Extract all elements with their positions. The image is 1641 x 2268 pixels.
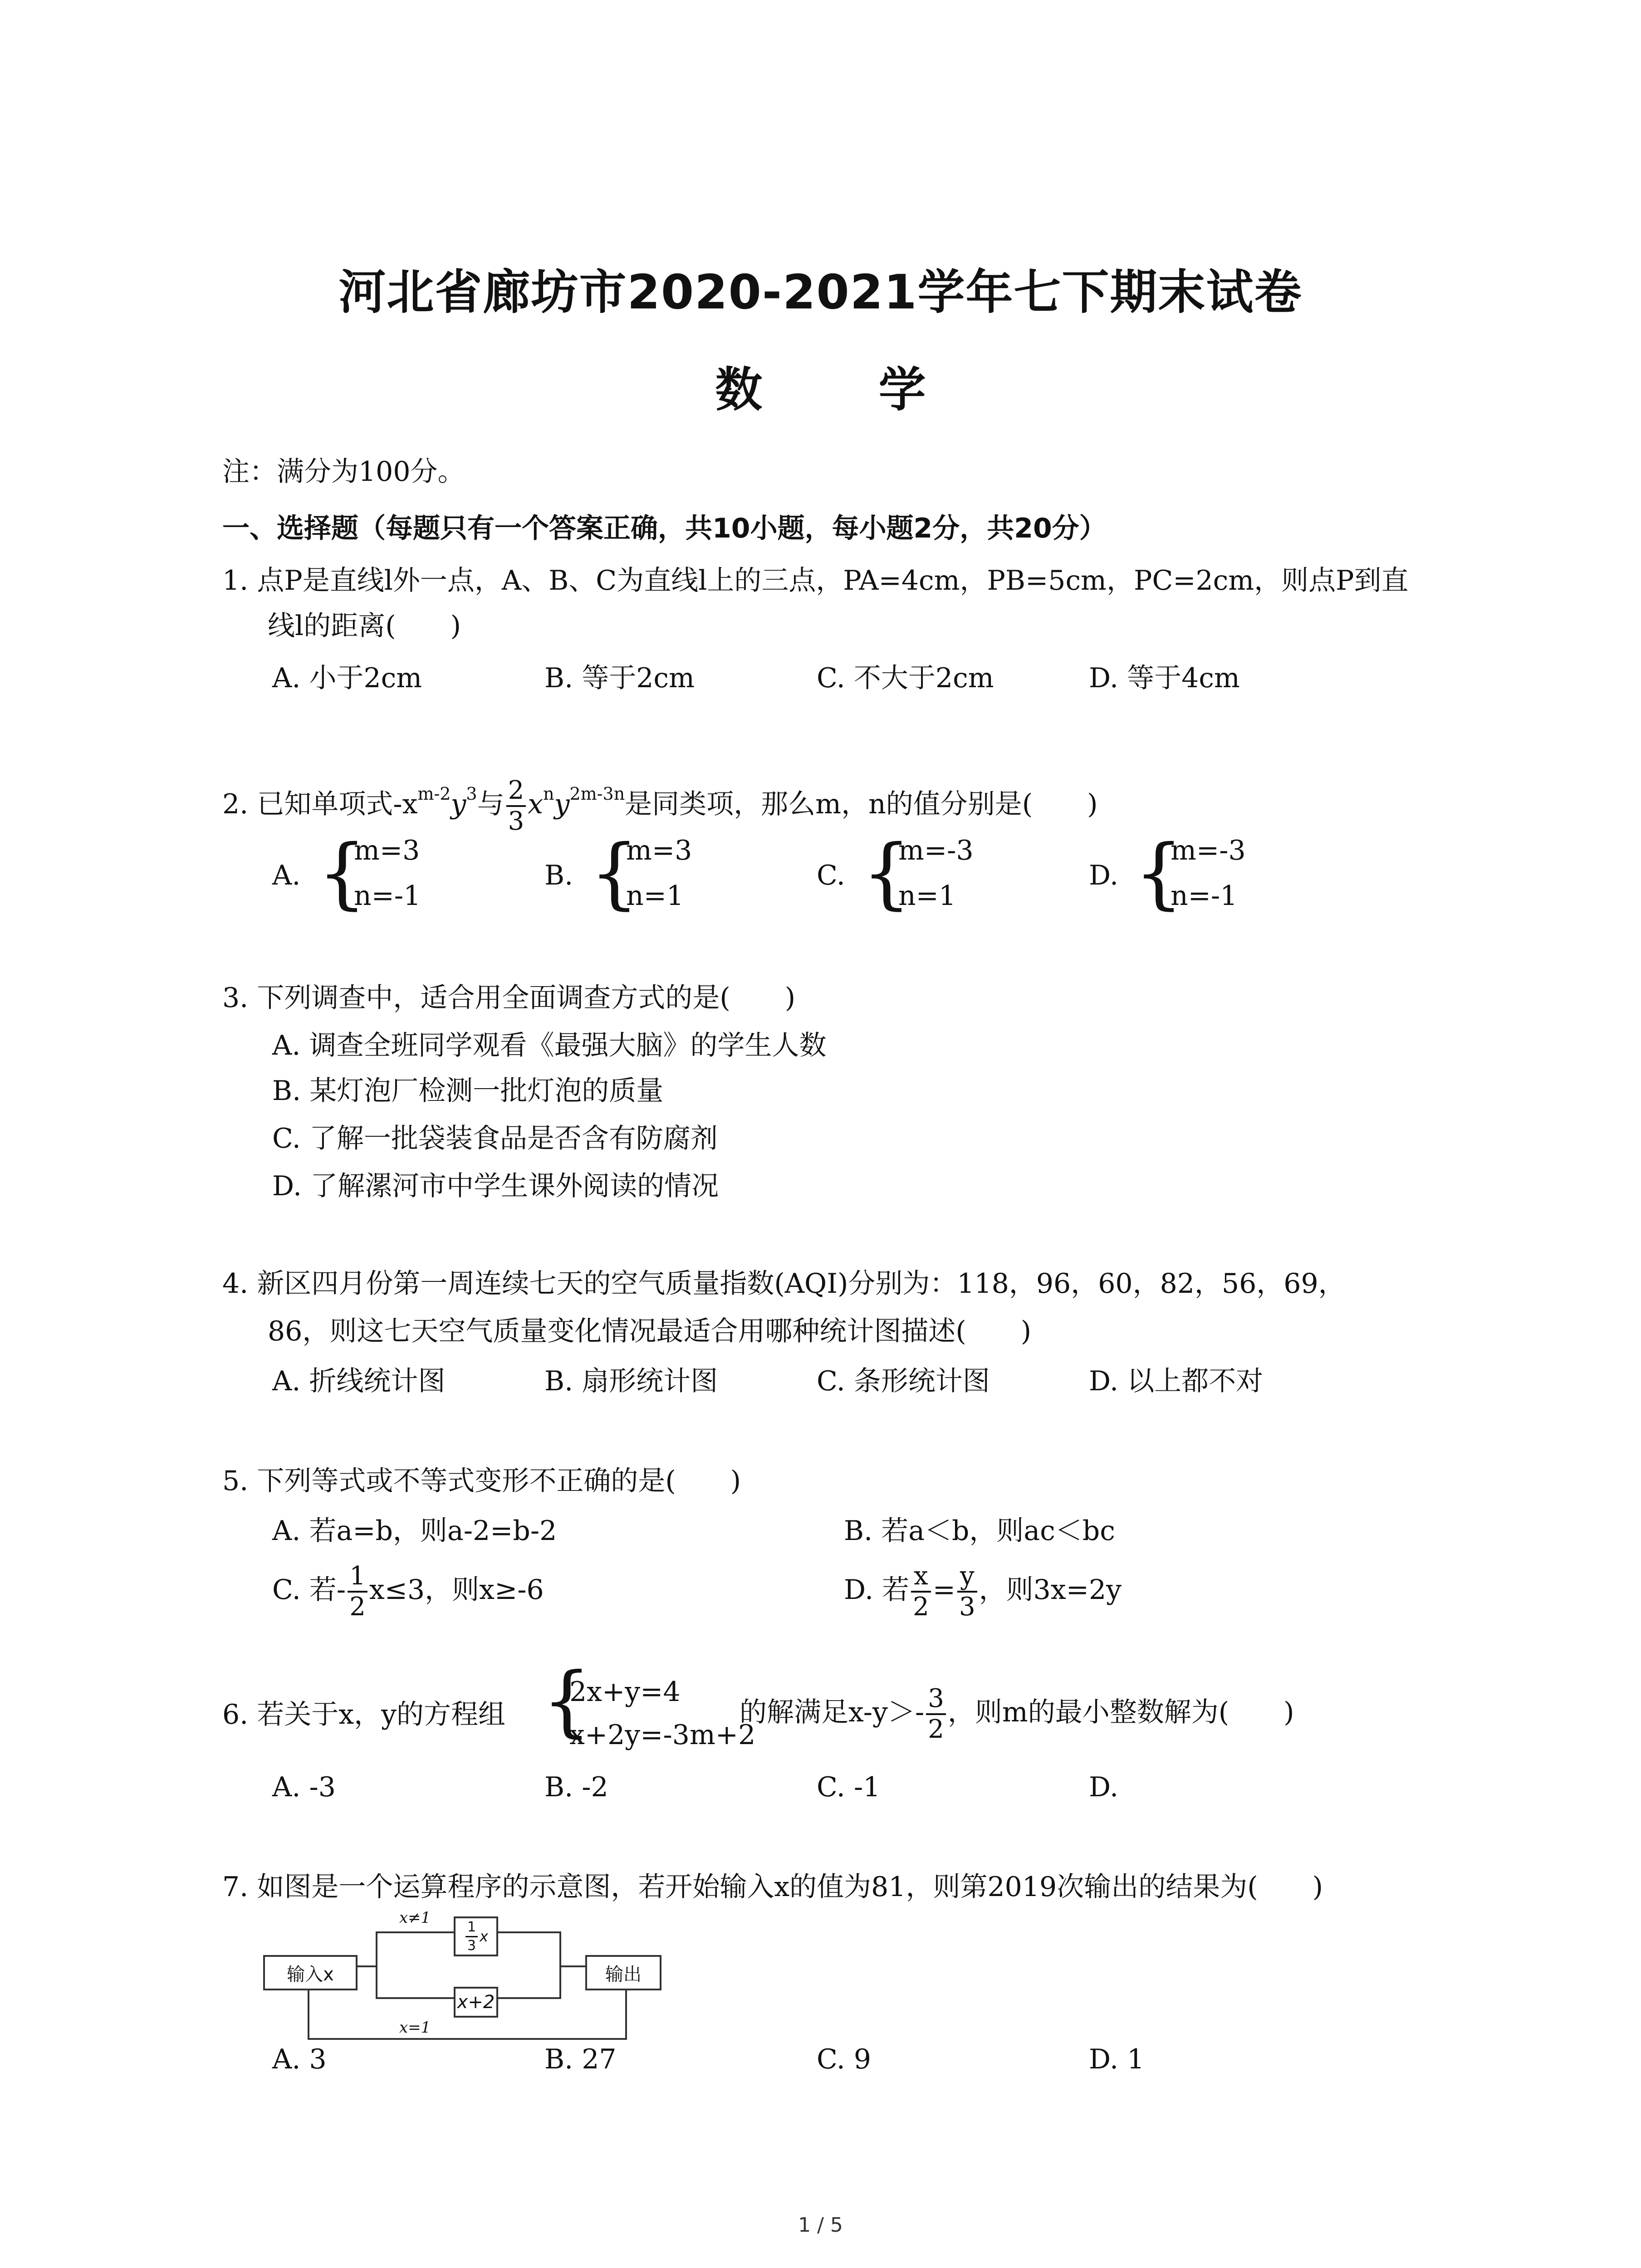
question-7-option-d[interactable]: D. 1 bbox=[1089, 2043, 1145, 2075]
fraction: $\frac{x}{2}$ bbox=[911, 1564, 931, 1620]
question-4-option-a[interactable]: A. 折线统计图 bbox=[272, 1365, 446, 1397]
add-two-box: x+2 bbox=[454, 1987, 498, 2018]
fraction: $\frac{3}{2}$ bbox=[926, 1686, 946, 1742]
question-5-option-d[interactable]: D. 若 $\frac{x}{2}$ = $\frac{y}{3}$ ，则3x=2y bbox=[844, 1561, 1122, 1622]
question-4-stem-cont: 86，则这七天空气质量变化情况最适合用哪种统计图描述( ) bbox=[268, 1315, 1032, 1347]
condition-not-one: x≠1 bbox=[399, 1909, 431, 1927]
question-7-stem: 7. 如图是一个运算程序的示意图，若开始输入x的值为81，则第2019次输出的结果为( ) bbox=[222, 1871, 1323, 1903]
divide-by-three-box: $\frac{1}{3}$ x bbox=[454, 1916, 498, 1956]
question-4-option-b[interactable]: B. 扇形统计图 bbox=[544, 1365, 718, 1397]
question-4-option-c[interactable]: C. 条形统计图 bbox=[817, 1365, 990, 1397]
question-3-option-d[interactable]: D. 了解漯河市中学生课外阅读的情况 bbox=[272, 1170, 719, 1202]
question-6-prefix: 6. 若关于x，y的方程组 bbox=[222, 1699, 506, 1730]
brace-icon: { bbox=[590, 828, 639, 918]
question-1-option-a[interactable]: A. 小于2cm bbox=[272, 662, 422, 694]
question-6-condition: 的解满足x-y＞- $\frac{3}{2}$ ，则m的最小整数解为( ) bbox=[740, 1684, 1294, 1745]
question-4-stem: 4. 新区四月份第一周连续七天的空气质量指数(AQI)分别为：118，96，60，82，56，69， bbox=[222, 1268, 1346, 1300]
brace-icon: { bbox=[1134, 828, 1184, 918]
condition-equals-one: x=1 bbox=[399, 2019, 431, 2037]
question-7-option-b[interactable]: B. 27 bbox=[544, 2043, 617, 2075]
question-1-option-c[interactable]: C. 不大于2cm bbox=[817, 662, 994, 694]
question-5-option-b[interactable]: B. 若a＜b，则ac＜bc bbox=[844, 1515, 1115, 1547]
page-title: 河北省廊坊市2020-2021学年七下期末试卷 bbox=[338, 264, 1303, 320]
question-7-option-a[interactable]: A. 3 bbox=[272, 2043, 327, 2075]
question-6-eq1: 2x+y=4 bbox=[569, 1676, 681, 1708]
question-1-stem-cont: 线l的距离( ) bbox=[268, 610, 461, 642]
output-box: 输出 bbox=[585, 1955, 661, 1990]
question-3-option-a[interactable]: A. 调查全班同学观看《最强大脑》的学生人数 bbox=[272, 1030, 827, 1061]
fraction: $\frac{2}{3}$ bbox=[506, 778, 526, 834]
question-3-option-c[interactable]: C. 了解一批袋装食品是否含有防腐剂 bbox=[272, 1123, 718, 1154]
question-6-option-b[interactable]: B. -2 bbox=[544, 1771, 608, 1803]
question-6-option-d[interactable]: D. bbox=[1089, 1771, 1119, 1803]
question-1-stem: 1. 点P是直线l外一点，A、B、C为直线l上的三点，PA=4cm，PB=5cm，PC=2cm，则点P到直 bbox=[222, 565, 1409, 596]
question-6-eq2: x+2y=-3m+2 bbox=[569, 1719, 756, 1751]
question-4-option-d[interactable]: D. 以上都不对 bbox=[1089, 1365, 1264, 1397]
fraction: $\frac{1}{2}$ bbox=[348, 1564, 367, 1620]
input-box: 输入x bbox=[263, 1955, 358, 1990]
exam-page: 河北省廊坊市2020-2021学年七下期末试卷 数 学 注：满分为100分。 一、选择题（每题只有一个答案正确，共10小题，每小题2分，共20分） 1. 点P是直线l外一点，A、B、C为直线l上的三点，PA=4cm，PB=5cm，PC=2cm，则点P到直 线l的距离( ) A. 小于2cm B. 等于2cm C. 不大于2cm D. 等于4cm 2. 已知单项式$-x^{m-2}y^3$与 $\frac{2}{3}$ $x^ny^{2m-3n}$是同类项，那么m，n的值分别是( ) A. { m=3 n=-1 B. { m=3 n=1 C. { m=-3 n=1 D. { m=-3 n=-1 3. 下列调查中，适合用全面调查方式的是( ) A. 调查全班同学观看《最强大脑》的学生人数 B. 某灯泡厂检测一批灯泡的质量 C. 了解一批袋装食品是否含有防腐剂 D. 了解漯河市中学生课外阅读的情况 4. 新区四月份第一周连续七天的空气质量指数(AQI)分别为：118，96，60，82，56，69， 86，则这七天空气质量变化情况最适合用哪种统计图描述( ) A. 折线统计图 B. 扇形统计图 C. 条形统计图 D. 以上都不对 5. 下列等式或不等式变形不正确的是( ) A. 若a=b，则a-2=b-2 B. 若a＜b，则ac＜bc C. 若- $\frac{1}{2}$ x≤3，则x≥-6 D. 若 $\frac{x}{2}$ = $\frac{y}{3}$ ，则3x=2y 6. 若关于x，y的方程组 { 2x+y=4 x+2y=-3m+2 的解满足x-y＞- $\frac{3}{2}$ ，则m的最小整数解为( ) A. -3 B. -2 C. -1 D. 7. 如图是一个运算程序的示意图，若开始输入x的值为81，则第2019次输出的结果为( ) 输入x 输出 $\frac{1}{3}$ x x+2 x≠1 x=1 A. 3 B. 27 C. 9 D. 1 1 / 5 bbox=[0, 0, 1641, 2268]
question-3-stem: 3. 下列调查中，适合用全面调查方式的是( ) bbox=[222, 982, 796, 1014]
fraction: $\frac{y}{3}$ bbox=[957, 1564, 977, 1620]
note: 注：满分为100分。 bbox=[222, 456, 465, 488]
question-3-option-b[interactable]: B. 某灯泡厂检测一批灯泡的质量 bbox=[272, 1075, 664, 1107]
brace-icon: { bbox=[318, 828, 367, 918]
section-heading: 一、选择题（每题只有一个答案正确，共10小题，每小题2分，共20分） bbox=[222, 513, 1107, 544]
question-2-stem: 2. 已知单项式$-x^{m-2}y^3$与 $\frac{2}{3}$ $x^ny^{2m-3n}$是同类项，那么m，n的值分别是( ) bbox=[222, 776, 1098, 836]
question-7-option-c[interactable]: C. 9 bbox=[817, 2043, 872, 2075]
fraction: $\frac{1}{3}$ bbox=[465, 1921, 478, 1953]
question-6-option-c[interactable]: C. -1 bbox=[817, 1771, 881, 1803]
brace-icon: { bbox=[542, 1656, 592, 1746]
question-5-option-c[interactable]: C. 若- $\frac{1}{2}$ x≤3，则x≥-6 bbox=[272, 1561, 544, 1622]
question-5-stem: 5. 下列等式或不等式变形不正确的是( ) bbox=[222, 1465, 741, 1497]
brace-icon: { bbox=[862, 828, 911, 918]
subject-title: 数 学 bbox=[715, 362, 976, 417]
question-6-option-a[interactable]: A. -3 bbox=[272, 1771, 336, 1803]
page-number: 1 / 5 bbox=[798, 2214, 843, 2237]
question-5-option-a[interactable]: A. 若a=b，则a-2=b-2 bbox=[272, 1515, 557, 1547]
question-1-option-b[interactable]: B. 等于2cm bbox=[544, 662, 695, 694]
question-1-option-d[interactable]: D. 等于4cm bbox=[1089, 662, 1240, 694]
